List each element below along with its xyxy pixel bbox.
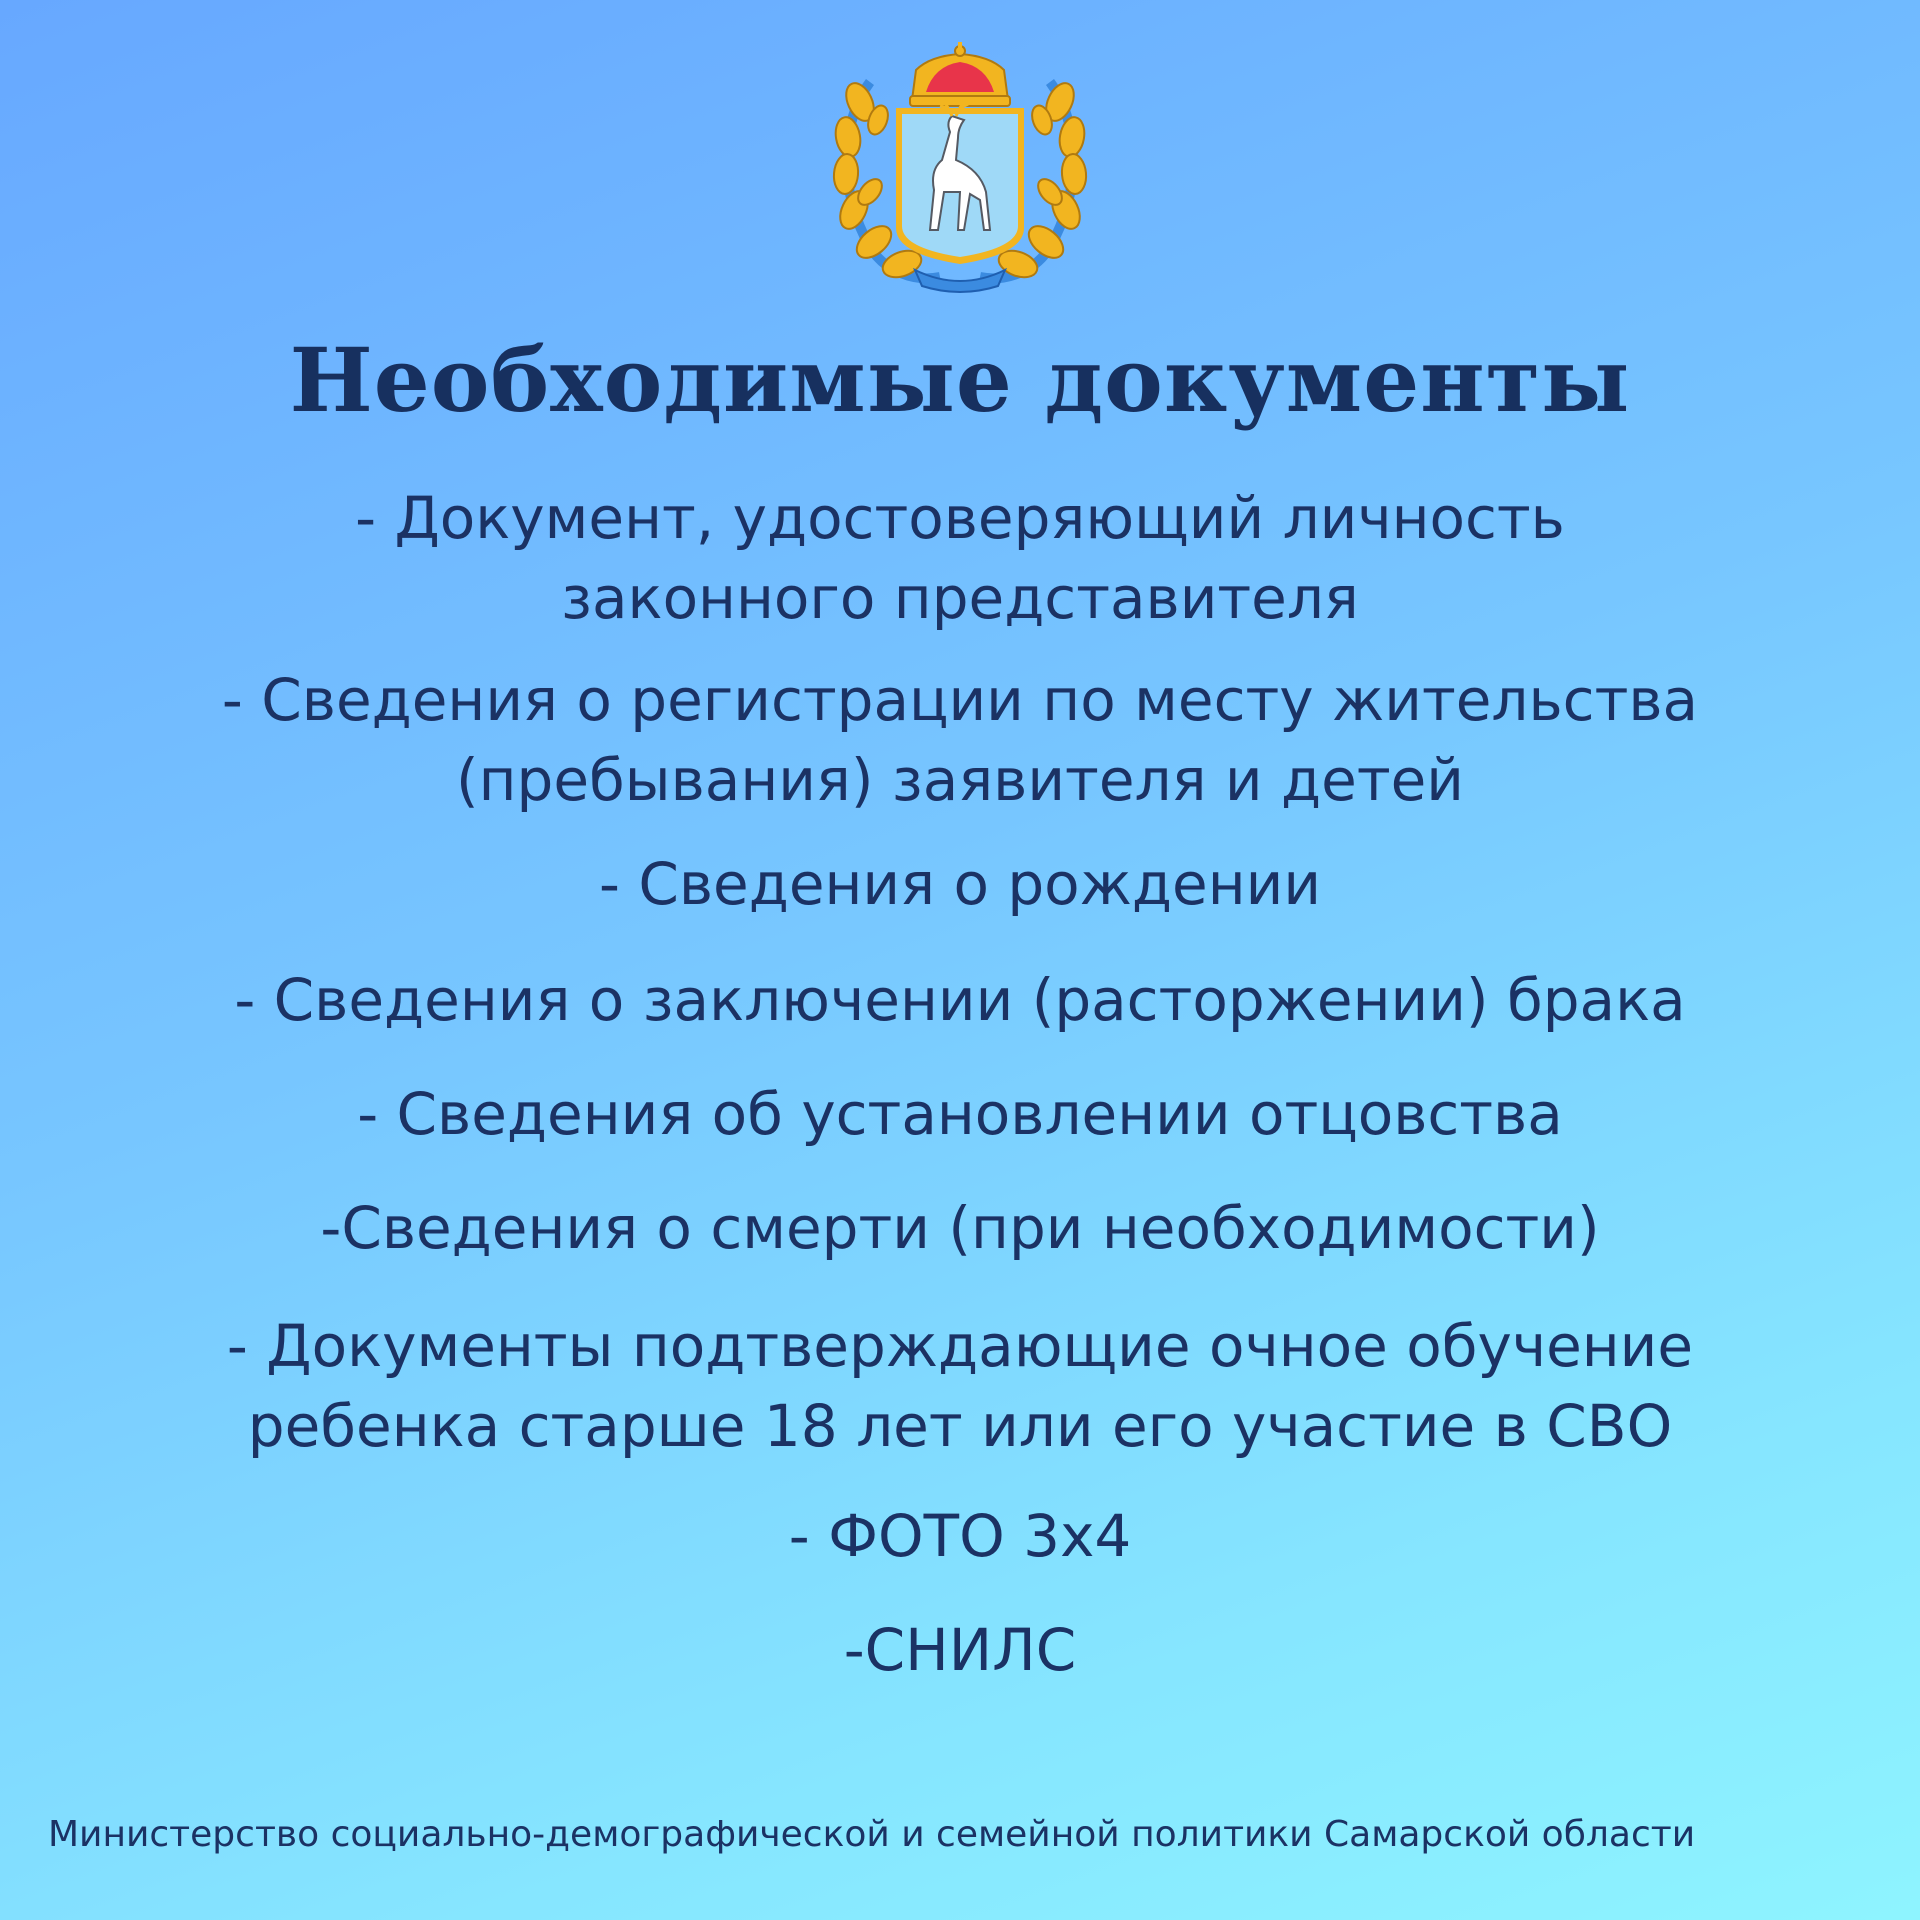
document-item-birth: - Сведения о рождении [598,850,1322,918]
document-item-paternity: - Сведения об установлении отцовства [357,1080,1563,1148]
footer-ministry: Министерство социально-демографической и семейной политики Самарской области [48,1814,1696,1855]
document-item-registration: - Сведения о регистрации по месту жительства (пребывания) заявителя и детей [221,666,1699,814]
document-item-snils: -СНИЛС [843,1616,1077,1684]
document-item-photo: - ФОТО 3х4 [788,1502,1132,1570]
document-item-education: - Документы подтверждающие очное обучение ребенка старше 18 лет или его участие в СВО [226,1312,1694,1460]
samara-coat-of-arms-icon [830,42,1090,298]
page-title: Необходимые документы [289,328,1631,432]
document-item-id: - Документ, удостоверяющий личность законного представителя [355,484,1565,632]
document-item-marriage: - Сведения о заключении (расторжении) брака [234,966,1686,1034]
document-item-death: -Сведения о смерти (при необходимости) [320,1194,1600,1262]
crown-icon [910,42,1010,106]
